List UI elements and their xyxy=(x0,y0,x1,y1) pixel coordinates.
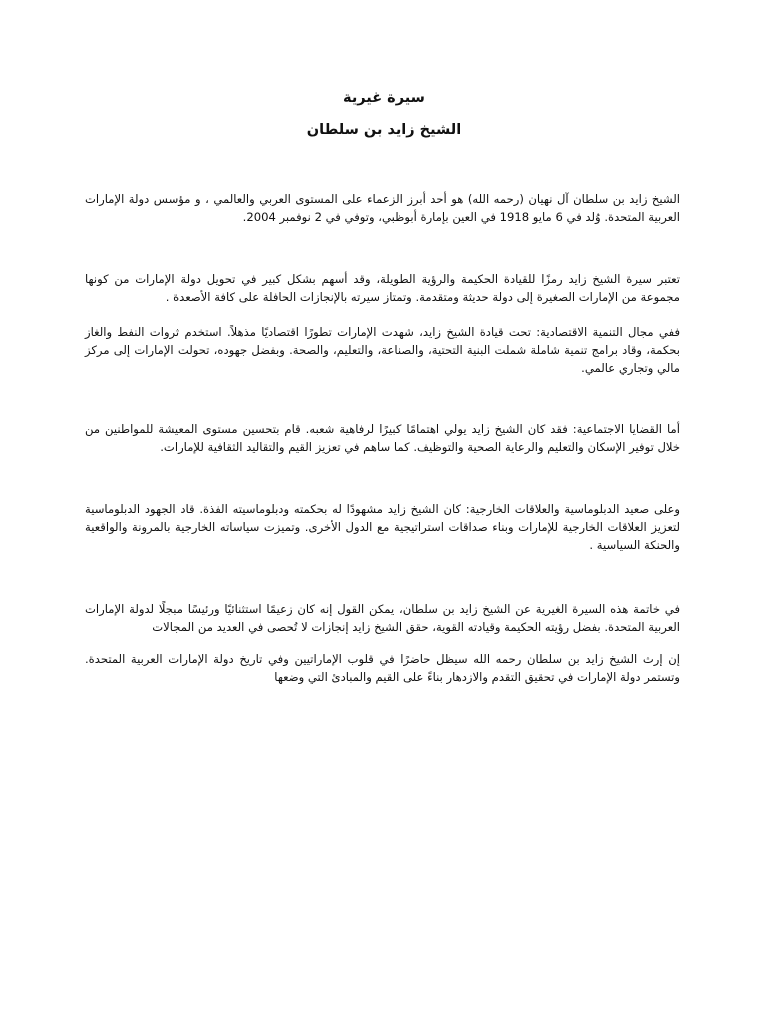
paragraph-social-issues: أما القضايا الاجتماعية: فقد كان الشيخ زايد يولي اهتمامًا كبيرًا لرفاهية شعبه. قام بتحسين مستوى المعيشة للمواطنين من خلال توفير الإسكان والتعليم والرعاية الصحية والتوظيف. كما ساهم في تعزيز القيم والتقاليد الثقافية للإمارات. xyxy=(85,422,680,454)
document-subtitle: الشيخ زايد بن سلطان xyxy=(306,122,462,138)
paragraph-introduction: الشيخ زايد بن سلطان آل نهيان (رحمه الله) هو أحد أبرز الزعماء على المستوى العربي والعالمي ، و مؤسس دولة الإمارات العربية المتحدة. وُلد في 6 مايو 1918 في العين بإمارة أبوظبي، وتوفي في 2 نوفمبر 2004. xyxy=(85,192,680,224)
paragraph-conclusion: في خاتمة هذه السيرة الغيرية عن الشيخ زايد بن سلطان، يمكن القول إنه كان زعيمًا استثنائيًا ورئيسًا مبجلًا لدولة الإمارات العربية المتحدة. بفضل رؤيته الحكيمة وقيادته القوية، حقق الشيخ زايد إنجازات لا تُحصى في العديد من المجالات xyxy=(85,602,680,634)
document-title: سيرة غيرية xyxy=(343,90,425,106)
paragraph-legacy: إن إرث الشيخ زايد بن سلطان رحمه الله سيظل حاضرًا في قلوب الإماراتيين وفي تاريخ دولة الإمارات العربية المتحدة. وتستمر دولة الإمارات في تحقيق التقدم والازدهار بناءً على القيم والمبادئ التي وضعها xyxy=(85,652,680,684)
paragraph-economic-development: ففي مجال التنمية الاقتصادية: تحت قيادة الشيخ زايد، شهدت الإمارات تطورًا اقتصاديًا مذهلاً. استخدم ثروات النفط والغاز بحكمة، وقاد برامج تنمية شاملة شملت البنية التحتية، والصناعة، والتعليم، والصحة. وبفضل جهوده، تحولت الإمارات إلى مركز مالي وتجاري عالمي. xyxy=(85,325,680,375)
paragraph-leadership: تعتبر سيرة الشيخ زايد رمزًا للقيادة الحكيمة والرؤية الطويلة، وقد أسهم بشكل كبير في تحويل دولة الإمارات من كونها مجموعة من الإمارات الصغيرة إلى دولة حديثة ومتقدمة. وتمتاز سيرته بالإنجازات الحافلة على كافة الأصعدة . xyxy=(85,272,680,304)
paragraph-diplomacy: وعلى صعيد الدبلوماسية والعلاقات الخارجية: كان الشيخ زايد مشهودًا له بحكمته ودبلوماسيته الفذة. قاد الجهود الدبلوماسية لتعزيز العلاقات الخارجية للإمارات وبناء صداقات استراتيجية مع الدول الأخرى. وتميزت سياساته الخارجية بالمرونة والواقعية والحنكة السياسية . xyxy=(85,502,680,552)
